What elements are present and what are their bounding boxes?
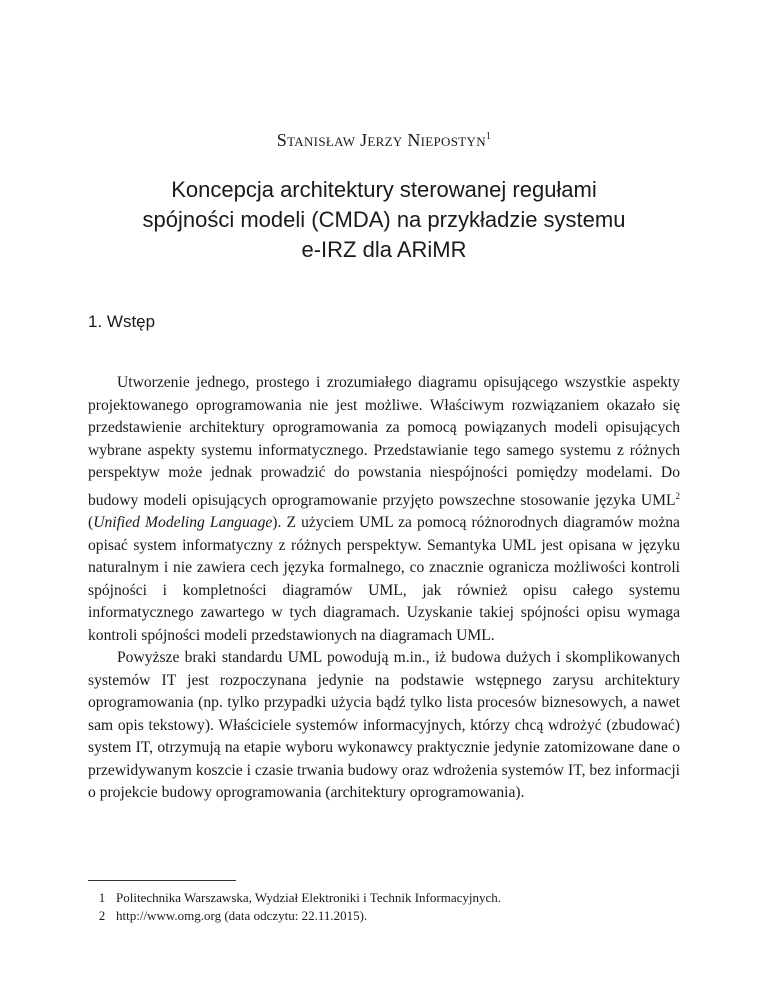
title-line: Koncepcja architektury sterowanej regułami <box>171 177 597 202</box>
paragraph-text: ). Z użyciem UML za pomocą różnorodnych diagramów można opisać system informatyczny z różnych perspektyw. Semantyka UML jest opisana w języku naturalnym i nie zawiera cech języka formalnego, co znacznie ogranicza możliwości kontroli spójności i kompletności diagramów UML, jak również opisu całego systemu informatycznego zawartego w tych diagramach. Uzyskanie takiej spójności opisu wymaga kontroli spójności modeli przedstawionych na diagramach UML. <box>88 514 680 644</box>
footnote-text: http://www.omg.org (data odczytu: 22.11.2015). <box>116 908 368 923</box>
footnote <box>88 889 688 907</box>
footnotes <box>88 889 688 925</box>
body-text <box>88 372 680 805</box>
paragraph-text: Utworzenie jednego, prostego i zrozumiałego diagramu opisującego wszystkie aspekty projektowanego oprogramowania nie jest możliwe. Właściwym rozwiązaniem okazało się przedstawienie architektury oprogramowania za pomocą powiązanych modeli opisujących wybrane aspekty systemu informatycznego. Przedstawianie tego samego systemu z różnych perspektyw może jednak prowadzić do powstania niespójności pomiędzy modelami. Do budowy modeli opisujących oprogramowanie przyjęto powszechne stosowanie języka UML <box>88 374 680 509</box>
footnote-ref: 2 <box>675 490 680 501</box>
author-name: Stanisław Jerzy Niepostyn <box>276 130 486 150</box>
author-line <box>0 130 768 151</box>
footnote-number: 1 <box>98 890 106 905</box>
title-line: spójności modeli (CMDA) na przykładzie systemu <box>142 207 626 232</box>
section-heading: 1. Wstęp <box>88 312 156 331</box>
footnote-text: Politechnika Warszawska, Wydział Elektroniki i Technik Informacyjnych. <box>116 890 501 905</box>
author-footnote-mark: 1 <box>485 131 492 142</box>
italic-term: Unified Modeling Language <box>93 514 273 532</box>
footnote-number: 2 <box>98 908 106 923</box>
paragraph: Powyższe braki standardu UML powodują m.in., iż budowa dużych i skomplikowanych systemów IT jest rozpoczynana jedynie na podstawie wstępnego zarysu architektury oprogramowania (np. tylko przypadki użycia bądź tylko lista procesów biznesowych, a nawet sam opis tekstowy). Właściciele systemów informacyjnych, którzy chcą wdrożyć (zbudować) system IT, otrzymują na etapie wyboru wykonawcy praktycznie jedynie zatomizowane dane o przewidywanym koszcie i czasie trwania budowy oraz wdrożenia systemów IT, bez informacji o projekcie budowy oprogramowania (architektury oprogramowania). <box>88 649 680 802</box>
title-line: e-IRZ dla ARiMR <box>301 237 467 262</box>
footnote <box>88 907 688 925</box>
paragraph <box>88 372 680 647</box>
paper-title <box>80 175 688 265</box>
paren-open: ( <box>88 514 94 532</box>
footnote-divider <box>88 880 236 881</box>
